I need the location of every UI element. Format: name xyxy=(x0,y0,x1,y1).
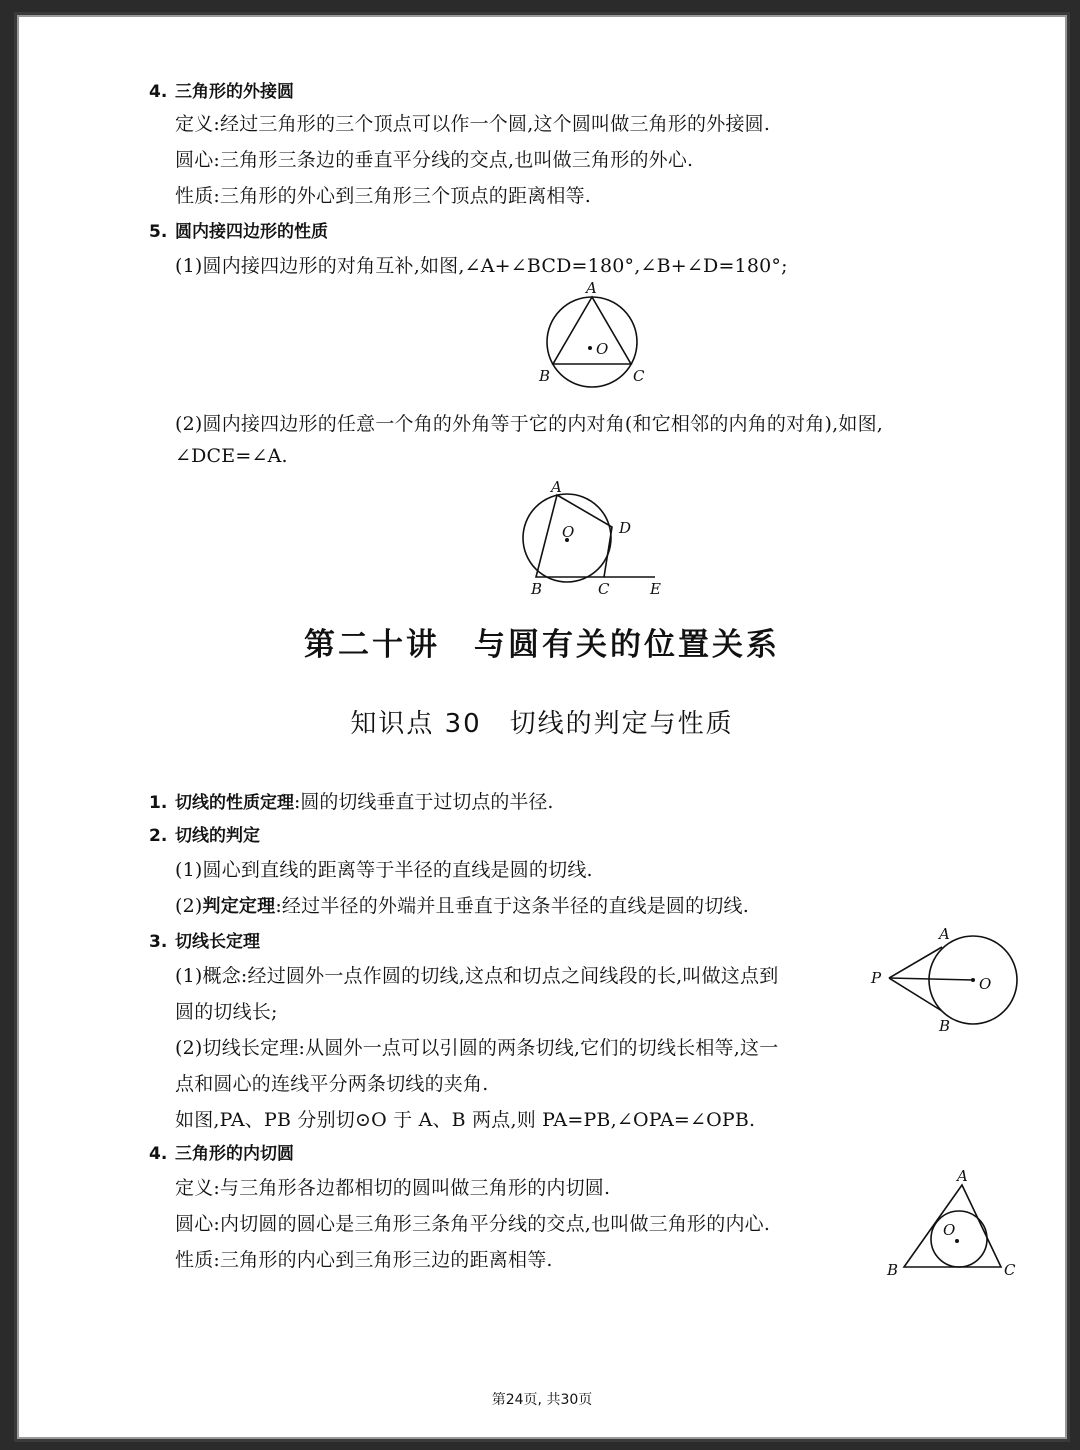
label-c: C xyxy=(598,580,610,598)
item-title: 三角形的内切圆 xyxy=(175,1144,294,1164)
label-a: A xyxy=(957,1167,968,1185)
circumcircle-property: 性质:三角形的外心到三角形三个顶点的距离相等. xyxy=(175,185,592,207)
label-o: O xyxy=(562,523,575,541)
tangent-pa xyxy=(889,947,942,978)
tangent-length-theorem-2: 点和圆心的连线平分两条切线的夹角. xyxy=(175,1073,489,1095)
figure-inscribed-quadrilateral xyxy=(517,480,677,600)
label-d: D xyxy=(619,519,632,537)
label-o: O xyxy=(596,340,609,358)
item-number: 4. xyxy=(149,1144,168,1164)
item-number: 2. xyxy=(149,826,168,846)
tangent-property-theorem xyxy=(149,787,553,814)
line-text: :经过半径的外端并且垂直于这条半径的直线是圆的切线. xyxy=(275,895,749,917)
label-b: B xyxy=(539,367,551,385)
figure-tangent-lines xyxy=(869,923,1019,1043)
segment-po xyxy=(889,978,973,980)
incircle-definition: 定义:与三角形各边都相切的圆叫做三角形的内切圆. xyxy=(175,1177,611,1199)
figure-incircle xyxy=(883,1167,1023,1281)
tangent-length-concept-2: 圆的切线长; xyxy=(175,1001,278,1023)
center-dot xyxy=(588,346,592,350)
item-title: 切线的性质定理 xyxy=(175,793,294,813)
center-dot xyxy=(955,1239,959,1243)
item-number: 5. xyxy=(149,222,168,242)
incircle-center: 圆心:内切圆的圆心是三角形三条角平分线的交点,也叫做三角形的内心. xyxy=(175,1213,771,1235)
tangent-criterion-1: (1)圆心到直线的距离等于半径的直线是圆的切线. xyxy=(175,859,593,881)
label-p: P xyxy=(871,969,882,987)
tangent-length-theorem-1: (2)切线长定理:从圆外一点可以引圆的两条切线,它们的切线长相等,这一 xyxy=(175,1037,779,1059)
label-a: A xyxy=(939,925,950,943)
circumcircle-center: 圆心:三角形三条边的垂直平分线的交点,也叫做三角形的外心. xyxy=(175,149,694,171)
heading-tangent-length-theorem xyxy=(149,927,260,952)
incircle-shape xyxy=(931,1211,987,1267)
quad-property-2b: ∠DCE=∠A. xyxy=(175,445,288,467)
quad-property-2a: (2)圆内接四边形的任意一个角的外角等于它的内对角(和它相邻的内角的对角),如图, xyxy=(175,413,884,435)
label-a: A xyxy=(551,478,562,496)
label-b: B xyxy=(887,1261,899,1279)
label-o: O xyxy=(943,1221,956,1239)
label-e: E xyxy=(650,580,661,598)
label-b: B xyxy=(531,580,543,598)
heading-incircle xyxy=(149,1139,294,1164)
item-title: 切线的判定 xyxy=(175,826,260,846)
label-o: O xyxy=(979,975,992,993)
circumcircle-definition: 定义:经过三角形的三个顶点可以作一个圆,这个圆叫做三角形的外接圆. xyxy=(175,113,771,135)
item-number: 1. xyxy=(149,793,168,813)
tangent-criterion-2 xyxy=(175,891,749,918)
line-prefix: (2) xyxy=(175,895,203,917)
incircle-property: 性质:三角形的内心到三角形三边的距离相等. xyxy=(175,1249,553,1271)
item-title: 三角形的外接圆 xyxy=(175,82,294,102)
quad-property-1: (1)圆内接四边形的对角互补,如图,∠A+∠BCD=180°,∠B+∠D=180°; xyxy=(175,255,788,277)
page xyxy=(14,12,1070,1442)
item-number: 4. xyxy=(149,82,168,102)
label-c: C xyxy=(1004,1261,1016,1279)
heading-tangent-criterion xyxy=(149,821,260,846)
circle-shape xyxy=(547,297,637,387)
knowledge-point-title: 知识点 30 切线的判定与性质 xyxy=(350,709,734,739)
heading-inscribed-quadrilateral xyxy=(149,217,328,242)
criterion-theorem-label: 判定定理 xyxy=(202,896,276,917)
item-number: 3. xyxy=(149,932,168,952)
item-text: :圆的切线垂直于过切点的半径. xyxy=(294,791,554,813)
label-c: C xyxy=(633,367,645,385)
label-b: B xyxy=(939,1017,951,1035)
figure-inscribed-triangle xyxy=(537,279,647,397)
item-title: 切线长定理 xyxy=(175,932,260,952)
tangent-length-concept-1: (1)概念:经过圆外一点作圆的切线,这点和切点之间线段的长,叫做这点到 xyxy=(175,965,779,987)
label-a: A xyxy=(586,279,597,297)
lecture-title: 第二十讲 与圆有关的位置关系 xyxy=(304,627,780,663)
tangent-length-example: 如图,PA、PB 分别切⊙O 于 A、B 两点,则 PA=PB,∠OPA=∠OPB. xyxy=(175,1109,756,1131)
center-dot xyxy=(971,978,975,982)
item-title: 圆内接四边形的性质 xyxy=(175,222,328,242)
heading-circumcircle xyxy=(149,77,294,102)
tangent-pb xyxy=(889,978,942,1011)
page-footer: 第24页, 共30页 xyxy=(491,1392,593,1408)
